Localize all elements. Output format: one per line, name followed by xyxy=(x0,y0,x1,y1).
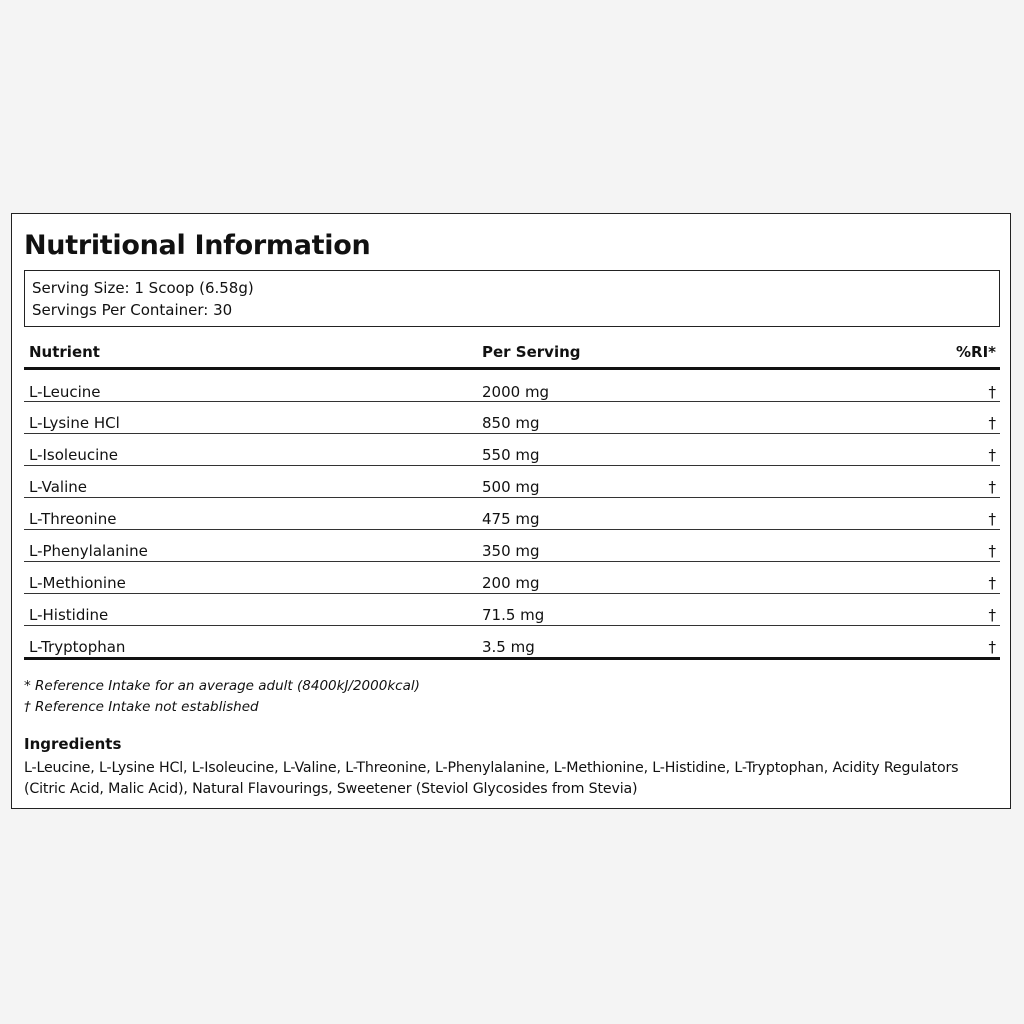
nutrient-amount: 850 mg xyxy=(482,414,540,432)
nutrient-amount: 3.5 mg xyxy=(482,638,535,656)
serving-info-box xyxy=(24,270,1000,327)
nutrient-ri: † xyxy=(988,574,996,592)
nutrient-amount: 200 mg xyxy=(482,574,540,592)
nutrition-panel xyxy=(11,213,1011,809)
nutrient-name: L-Valine xyxy=(29,478,87,496)
nutrient-amount: 550 mg xyxy=(482,446,540,464)
nutrient-amount: 350 mg xyxy=(482,542,540,560)
table-row xyxy=(24,434,1000,466)
header-nutrient: Nutrient xyxy=(29,343,100,361)
nutrient-name: L-Lysine HCl xyxy=(29,414,120,432)
nutrient-amount: 475 mg xyxy=(482,510,540,528)
nutrient-name: L-Histidine xyxy=(29,606,109,624)
serving-size: Serving Size: 1 Scoop (6.58g) xyxy=(32,279,254,297)
footnote-not-established: † Reference Intake not established xyxy=(24,699,259,715)
footnote-reference-intake: * Reference Intake for an average adult (8400kJ/2000kcal) xyxy=(24,678,420,694)
nutrient-amount: 2000 mg xyxy=(482,383,550,401)
table-row xyxy=(24,626,1000,660)
nutrient-name: L-Threonine xyxy=(29,510,117,528)
table-row xyxy=(24,370,1000,402)
table-row xyxy=(24,402,1000,434)
nutrient-ri: † xyxy=(988,446,996,464)
nutrient-ri: † xyxy=(988,606,996,624)
nutrient-name: L-Phenylalanine xyxy=(29,542,148,560)
panel-title: Nutritional Information xyxy=(24,230,371,261)
nutrient-ri: † xyxy=(988,478,996,496)
nutrient-name: L-Tryptophan xyxy=(29,638,126,656)
nutrient-name: L-Isoleucine xyxy=(29,446,118,464)
ingredients-heading: Ingredients xyxy=(24,735,122,753)
table-header xyxy=(24,340,1000,370)
nutrient-ri: † xyxy=(988,638,996,656)
nutrient-ri: † xyxy=(988,414,996,432)
nutrient-ri: † xyxy=(988,542,996,560)
nutrient-table xyxy=(24,340,1000,660)
header-per-serving: Per Serving xyxy=(482,343,581,361)
nutrient-amount: 71.5 mg xyxy=(482,606,545,624)
table-row xyxy=(24,498,1000,530)
header-ri: %RI* xyxy=(955,343,996,361)
table-row xyxy=(24,530,1000,562)
servings-per-container: Servings Per Container: 30 xyxy=(32,301,233,319)
nutrient-name: L-Leucine xyxy=(29,383,101,401)
table-row xyxy=(24,466,1000,498)
ingredients-text: L-Leucine, L-Lysine HCl, L-Isoleucine, L-Valine, L-Threonine, L-Phenylalanine, L-Methionine, L-Histidine, L-Tryptophan, Acidity Regulators (Citric Acid, Malic Acid), Natural Flavourings, Sweetener (Steviol Glycosides from Stevia) xyxy=(24,760,959,797)
nutrient-name: L-Methionine xyxy=(29,574,126,592)
table-row xyxy=(24,562,1000,594)
nutrient-ri: † xyxy=(988,510,996,528)
nutrient-ri: † xyxy=(988,383,996,401)
footnotes xyxy=(24,676,420,718)
table-row xyxy=(24,594,1000,626)
nutrient-amount: 500 mg xyxy=(482,478,540,496)
